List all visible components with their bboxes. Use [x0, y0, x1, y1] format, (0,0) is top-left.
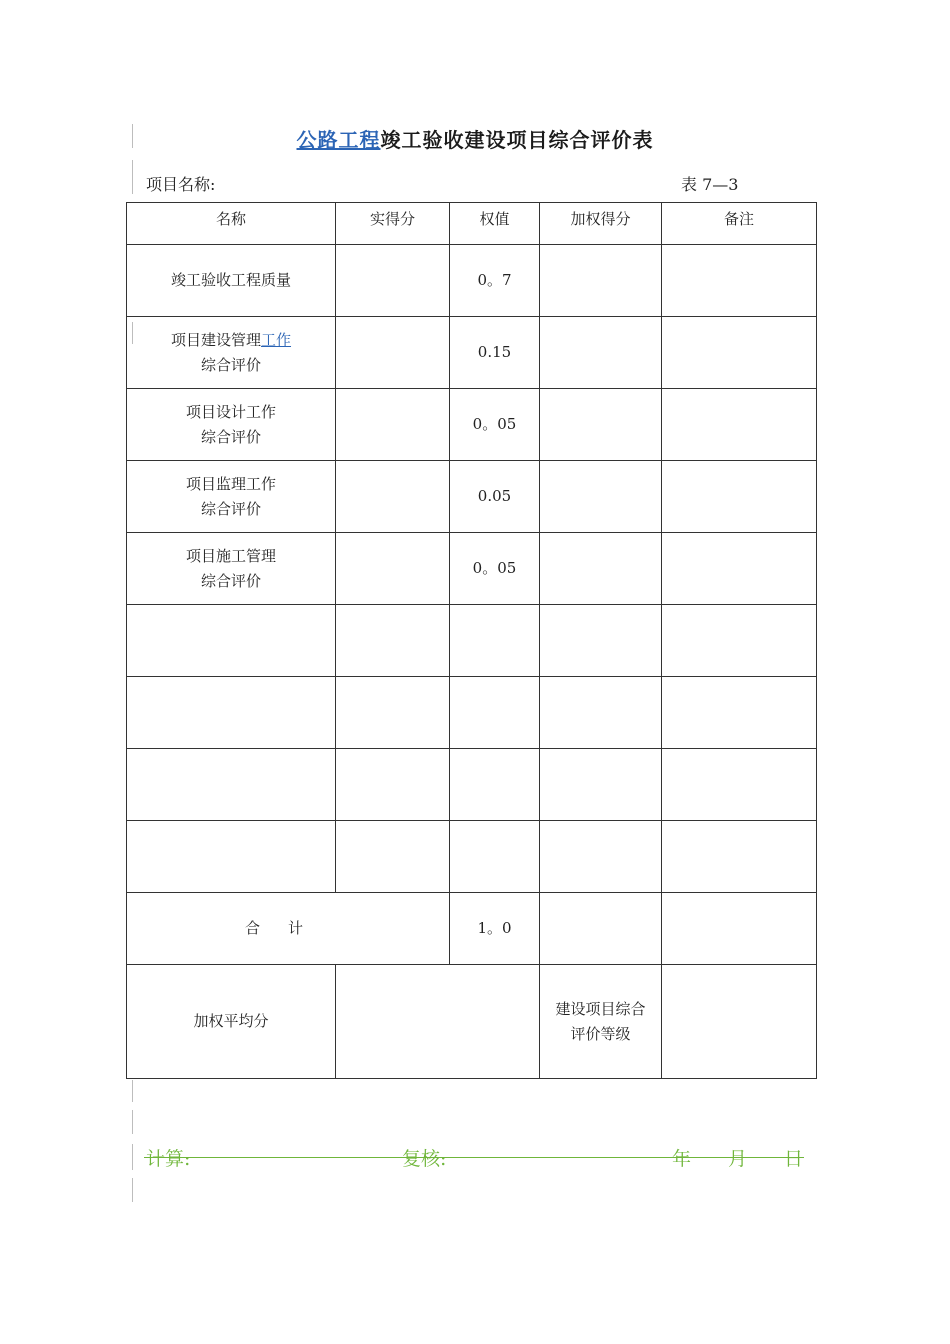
remark-cell[interactable]	[662, 245, 817, 317]
empty-row	[127, 821, 817, 893]
table-row	[127, 317, 817, 389]
total-remark-cell[interactable]	[662, 893, 817, 965]
empty-cell[interactable]	[450, 749, 540, 821]
review-label: 复核:	[402, 1148, 447, 1170]
row-name-subtext: 综合评价	[200, 355, 261, 374]
total-weight: 1。0	[450, 893, 540, 965]
weight-cell: 0.15	[450, 317, 540, 389]
grade-value-cell[interactable]	[662, 965, 817, 1079]
remark-cell[interactable]	[662, 461, 817, 533]
signature-strikethrough	[144, 1157, 804, 1158]
total-label-text: 合计	[244, 919, 331, 937]
row-name-text: 项目施工管理	[185, 546, 276, 565]
table-row	[127, 245, 817, 317]
grade-label-line2: 评价等级	[570, 1024, 631, 1043]
score-cell[interactable]	[336, 317, 450, 389]
weight-cell: 0。7	[450, 245, 540, 317]
weighted-score-cell[interactable]	[540, 245, 662, 317]
empty-cell[interactable]	[336, 749, 450, 821]
total-label	[127, 893, 450, 965]
row-name-subtext: 综合评价	[200, 499, 261, 518]
row-name-text: 项目建设管理	[170, 330, 261, 349]
day-label: 日	[784, 1148, 804, 1170]
header-remark: 备注	[662, 203, 817, 245]
year-label: 年	[672, 1148, 692, 1170]
empty-cell[interactable]	[662, 821, 817, 893]
empty-cell[interactable]	[336, 821, 450, 893]
average-value-cell[interactable]	[336, 965, 540, 1079]
weighted-score-cell[interactable]	[540, 317, 662, 389]
title-link[interactable]: 公路工程	[296, 128, 381, 152]
score-cell[interactable]	[336, 389, 450, 461]
empty-cell[interactable]	[127, 605, 336, 677]
empty-cell[interactable]	[662, 749, 817, 821]
weight-cell: 0。05	[450, 533, 540, 605]
empty-cell[interactable]	[127, 821, 336, 893]
empty-row	[127, 749, 817, 821]
project-name-label: 项目名称:	[146, 175, 216, 194]
row-name-text: 项目监理工作	[185, 474, 276, 493]
empty-cell[interactable]	[336, 605, 450, 677]
table-header-row	[127, 203, 817, 245]
header-score: 实得分	[336, 203, 450, 245]
row-name	[127, 317, 336, 389]
table-row	[127, 461, 817, 533]
page-title	[0, 124, 950, 153]
average-row	[127, 965, 817, 1079]
row-name-text: 项目设计工作	[185, 402, 276, 421]
margin-marker-meta	[132, 160, 133, 194]
empty-cell[interactable]	[336, 677, 450, 749]
weight-cell: 0.05	[450, 461, 540, 533]
total-row	[127, 893, 817, 965]
header-weighted-score: 加权得分	[540, 203, 662, 245]
evaluation-table	[126, 202, 817, 1079]
empty-cell[interactable]	[127, 677, 336, 749]
empty-cell[interactable]	[540, 749, 662, 821]
header-weight: 权值	[450, 203, 540, 245]
row-name	[127, 389, 336, 461]
empty-cell[interactable]	[450, 821, 540, 893]
grade-label-line1: 建设项目综合	[555, 999, 646, 1018]
header-name: 名称	[127, 203, 336, 245]
row-name	[127, 245, 336, 317]
calc-label: 计算:	[146, 1148, 191, 1170]
margin-marker-bottom-4	[132, 1178, 133, 1202]
margin-marker-bottom-2	[132, 1110, 133, 1134]
empty-cell[interactable]	[662, 605, 817, 677]
margin-marker-bottom-1	[132, 1080, 133, 1102]
row-name-link[interactable]: 工作	[261, 330, 292, 349]
grade-label	[540, 965, 662, 1079]
weighted-score-cell[interactable]	[540, 533, 662, 605]
score-cell[interactable]	[336, 533, 450, 605]
row-name-subtext: 综合评价	[200, 427, 261, 446]
weight-cell: 0。05	[450, 389, 540, 461]
empty-row	[127, 677, 817, 749]
remark-cell[interactable]	[662, 533, 817, 605]
remark-cell[interactable]	[662, 389, 817, 461]
total-weighted-score-cell[interactable]	[540, 893, 662, 965]
weighted-score-cell[interactable]	[540, 461, 662, 533]
empty-cell[interactable]	[540, 821, 662, 893]
empty-row	[127, 605, 817, 677]
meta-row	[146, 172, 746, 195]
row-name-text: 竣工验收工程质量	[170, 271, 291, 289]
row-name	[127, 533, 336, 605]
row-name	[127, 461, 336, 533]
row-name-subtext: 综合评价	[200, 571, 261, 590]
table-row	[127, 533, 817, 605]
title-text: 竣工验收建设项目综合评价表	[380, 128, 654, 152]
average-label: 加权平均分	[127, 965, 336, 1079]
empty-cell[interactable]	[127, 749, 336, 821]
margin-marker-bottom-3	[132, 1144, 133, 1170]
empty-cell[interactable]	[662, 677, 817, 749]
empty-cell[interactable]	[450, 677, 540, 749]
empty-cell[interactable]	[540, 677, 662, 749]
table-row	[127, 389, 817, 461]
score-cell[interactable]	[336, 245, 450, 317]
remark-cell[interactable]	[662, 317, 817, 389]
empty-cell[interactable]	[450, 605, 540, 677]
table-number: 表 7—3	[681, 175, 739, 194]
weighted-score-cell[interactable]	[540, 389, 662, 461]
empty-cell[interactable]	[540, 605, 662, 677]
month-label: 月	[728, 1148, 748, 1170]
score-cell[interactable]	[336, 461, 450, 533]
